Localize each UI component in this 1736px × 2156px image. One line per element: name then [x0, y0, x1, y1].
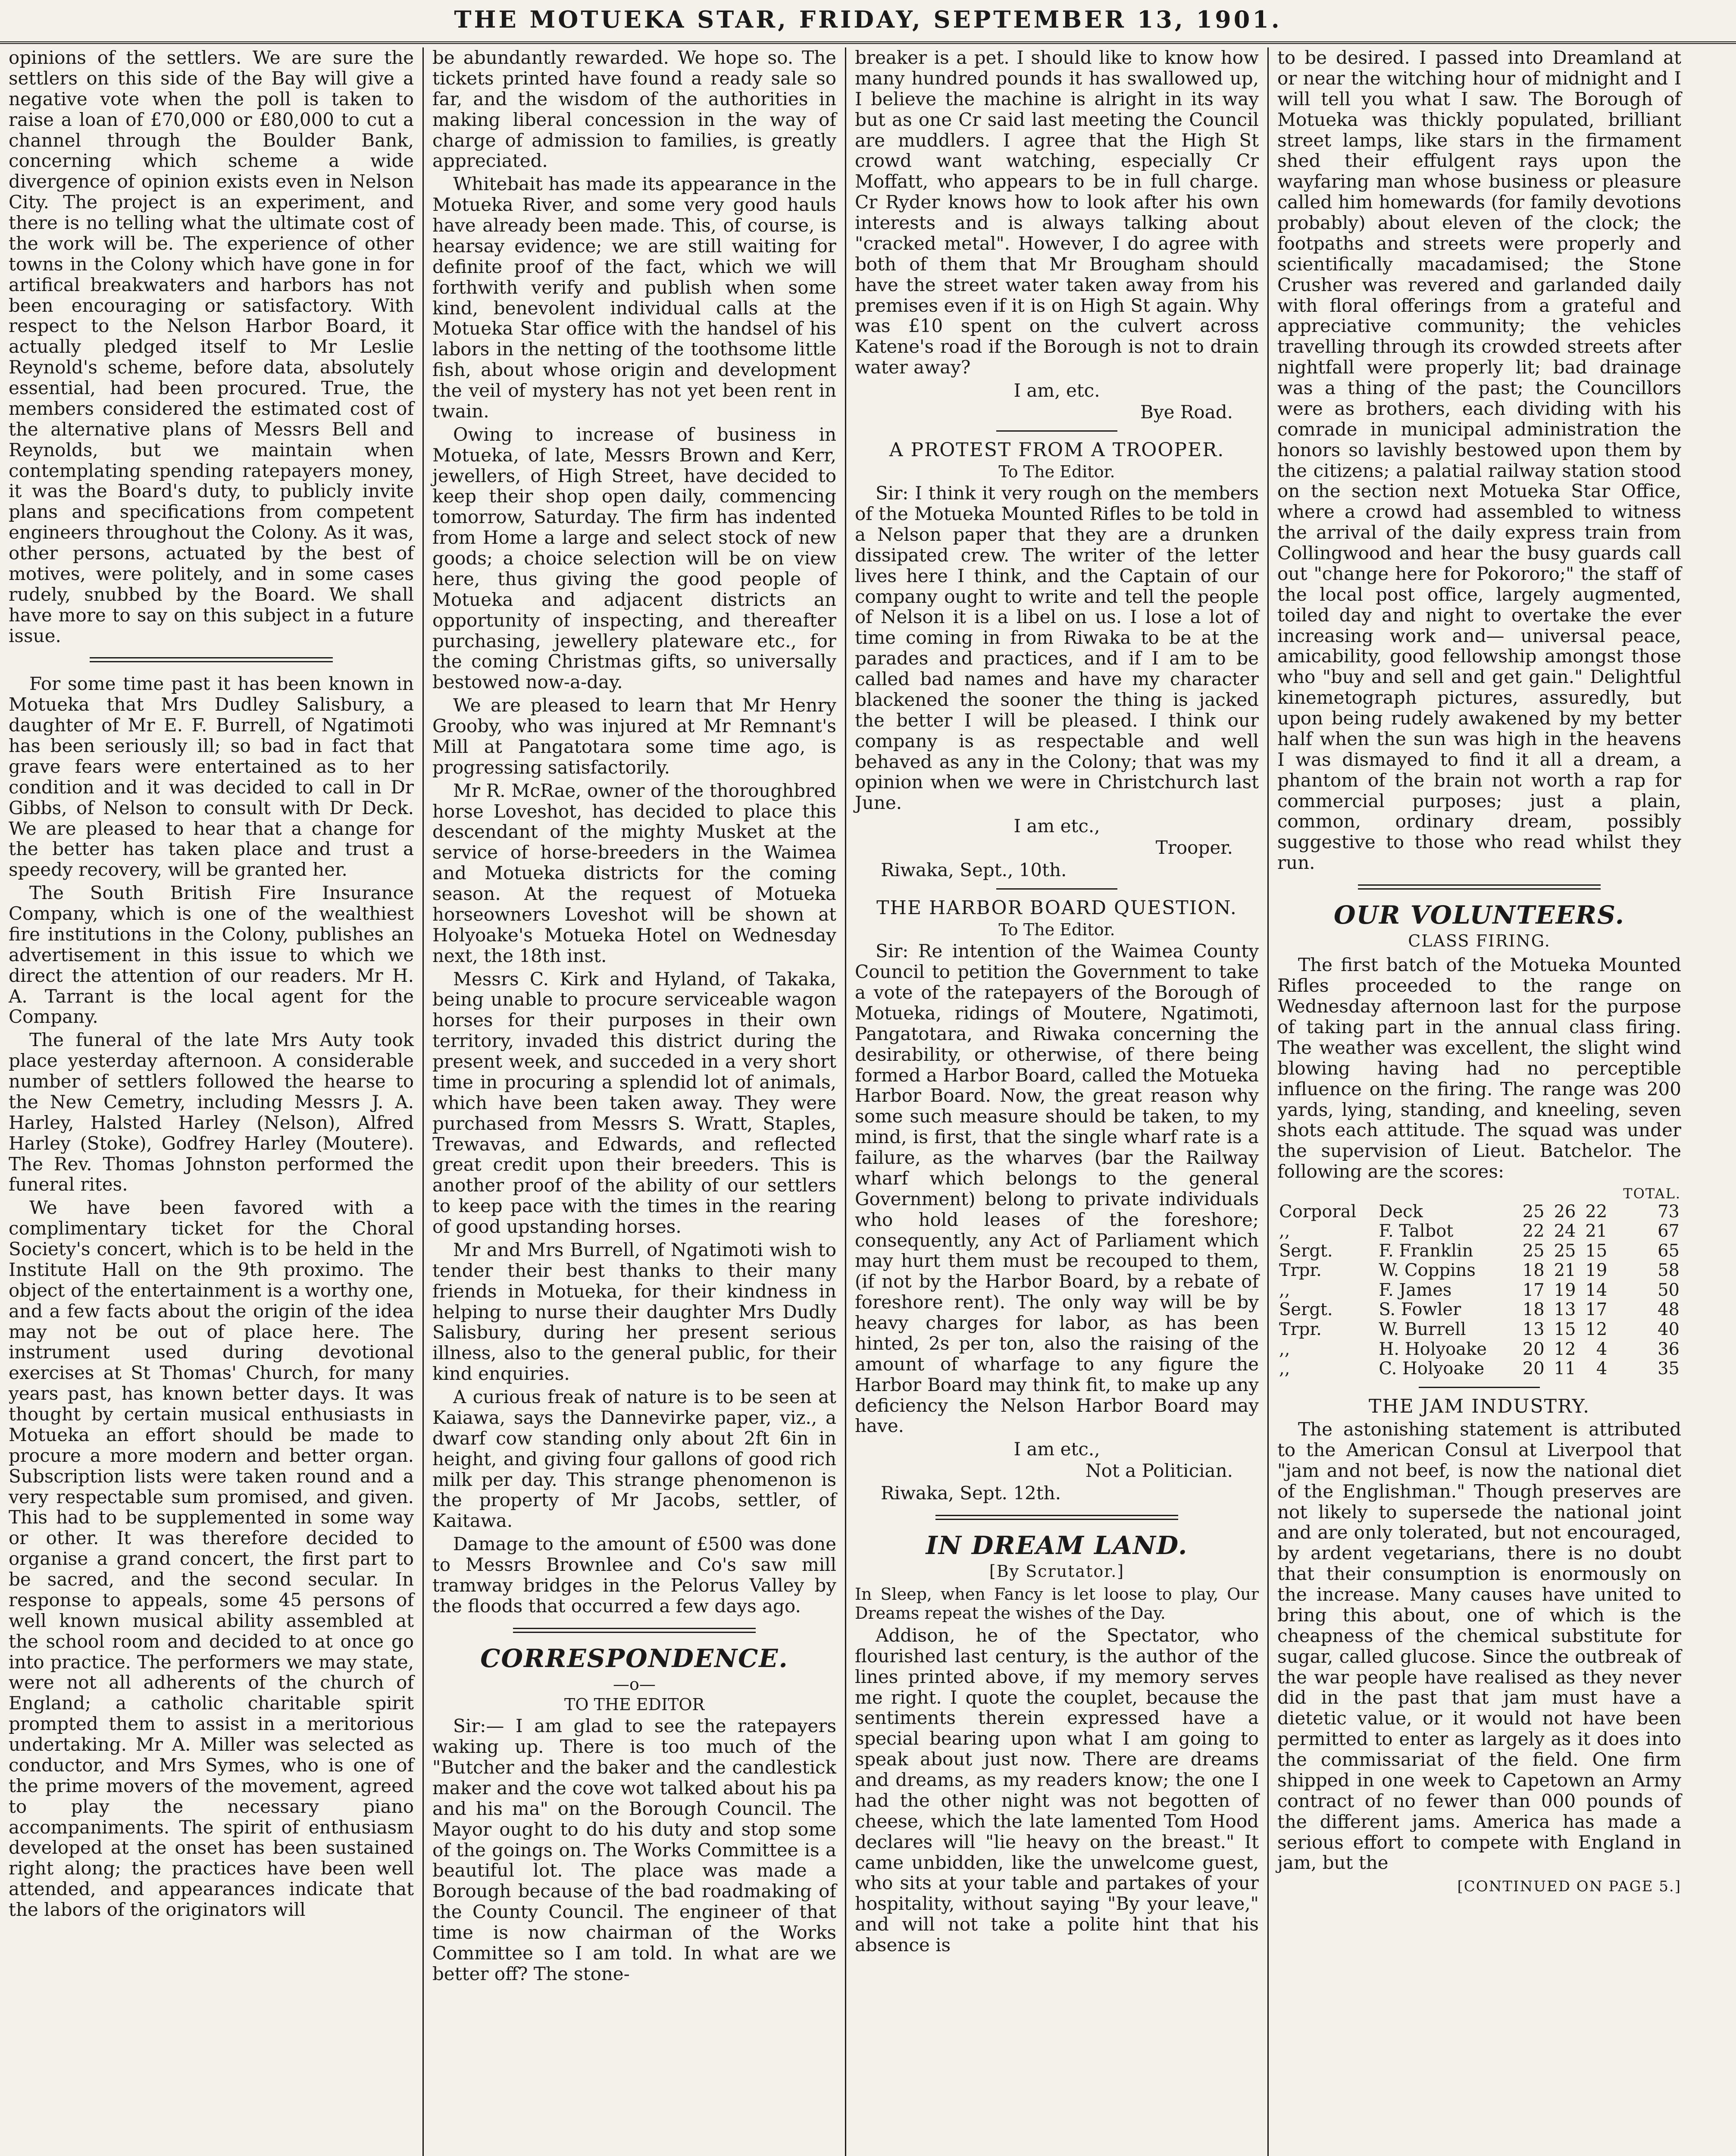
letter-address: To The Editor.	[998, 462, 1115, 481]
article-paragraph: Mr R. McRae, owner of the thoroughbred horse Loveshot, has decided to place this descendant of the mighty Musket at the service of horse-breeders in the Waimea and Motueka districts for the coming season. At the request of Motueka horseowners Loveshot will be shown at Holyoake's Motueka Hotel on Wednesday next, the 18th inst.	[432, 780, 836, 966]
score-value: 12	[1554, 1339, 1576, 1359]
score-rank: Sergt.	[1279, 1241, 1333, 1261]
table-row	[1277, 1300, 1681, 1320]
article-paragraph: Whitebait has made its appearance in the Motueka River, and some very good hauls have already been made. This, of course, is hearsay evidence; we are still waiting for definite proof of the fact, which we will forthwith verify and publish when some kind, benevolent individual calls at the Motueka Star office with the handsel of his labors in the netting of the toothsome little fish, about whose origin and development the veil of mystery has not yet been rent in twain.	[432, 173, 836, 422]
letter-title: A PROTEST FROM A TROOPER.	[889, 439, 1225, 461]
article-paragraph: Mr and Mrs Burrell, of Ngatimoti wish to tender their best thanks to their many friends in Motueka, for their kindness in helping to nurse their daughter Mrs Dudly Salisbury, during her present serious illness, also to the general public, for their kind enquiries.	[432, 1239, 836, 1385]
letter-body: Sir:— I am glad to see the ratepayers waking up. There is too much of the "Butcher and the baker and the candlestick maker and the cove wot talked about his pa and his ma" on the Borough Council. The Mayor ought to do his duty and stop some of the goings on. The Works Committee is a beautiful lot. The place was made a Borough because of the bad roadmaking of the County Council. The engineer of that time is now chairman of the Works Committee so I am told. In what are we better off? The stone-	[432, 1715, 836, 1984]
letter-signoff: I am etc.,	[1013, 1438, 1100, 1460]
letter-signoff: I am, etc.	[1013, 380, 1100, 401]
article-paragraph: Addison, he of the Spectator, who flourished last century, is the author of the lines printed above, if my memory serves me right. I quote the couplet, because the sentiments therein expressed have a special bearing upon what I am going to speak about just now. There are dreams and dreams, as my readers know; the one I had the other night was not begotten of cheese, which the late lamented Tom Hood declares will "lie heavy on the breast." It came unbidden, like the unwelcome guest, who sits at your table and partakes of your hospitality, without saying "By your leave," and will not take a polite hint that his absence is	[855, 1624, 1259, 1956]
score-total: 65	[1658, 1241, 1680, 1261]
score-name: C. Holyoake	[1379, 1359, 1485, 1379]
score-total: 36	[1658, 1339, 1680, 1359]
score-total: 73	[1658, 1201, 1680, 1222]
section-divider	[996, 430, 1117, 432]
score-total: 40	[1658, 1319, 1680, 1340]
article-paragraph: opinions of the settlers. We are sure the settlers on this side of the Bay will give a negative vote when the poll is taken to raise a loan of £70,000 or £80,000 to cut a channel through the Boulder Bank, concerning which scheme a wide divergence of opinion exists even in Nelson City. The project is an experiment, and there is no telling what the ultimate cost of the work will be. The experience of other towns in the Colony which have gone in for artifical breakwaters and harbors has not been encouraging or satisfactory. With respect to the Nelson Harbor Board, it actually pledged itself to Mr Leslie Reynold's scheme, before data, absolutely essential, had been procured. True, the members considered the estimated cost of the alternative plans of Messrs Bell and Reynolds, but we maintain when contemplating spending ratepayers money, it was the Board's duty, to publicly invite plans and specifications from competent engineers throughout the Colony. As it was, other persons, actuated by the best of motives, were politely, and in some cases rudely, snubbed by the Board. We shall have more to say on this subject in a future issue.	[9, 47, 414, 646]
letter-address: TO THE EDITOR	[564, 1695, 705, 1714]
table-row	[1277, 1359, 1681, 1379]
score-name: F. Talbot	[1379, 1221, 1454, 1241]
section-divider	[1358, 884, 1600, 890]
total-header: TOTAL.	[1623, 1185, 1681, 1202]
score-value: 25	[1522, 1201, 1545, 1222]
article-paragraph: We have been favored with a complimentary ticket for the Choral Society's concert, which is to be held in the Institute Hall on the 9th proximo. The object of the entertainment is a worthy one, and a few facts about the origin of the idea may not be out of place here. The instrument used during devotional exercises at St Thomas' Church, for many years past, has known better days. It was thought by certain musical enthusiasts in Motueka an effort should be made to procure a more modern and better organ. Subscription lists were taken round and a very respectable sum promised, and given. This had to be supplemented in some way or other. It was therefore decided to organise a grand concert, the first part to be sacred, and the second secular. In response to appeals, some 45 persons of well known musical ability assembled at the school room and decided to at once go into practice. The performers we may state, were not all adherents of the church of England; a catholic charitable spirit prompted them to assist in a meritorious undertaking. Mr A. Miller was selected as conductor, and Mrs Symes, who is one of the prime movers of the movement, agreed to play the necessary piano accompaniments. The spirit of enthusiasm developed at the onset has been sustained right along; the practices have been well attended, and appearances indicate that the labors of the originators will	[9, 1197, 414, 1920]
score-value: 20	[1522, 1359, 1545, 1379]
score-value: 11	[1554, 1359, 1576, 1379]
score-value: 24	[1554, 1221, 1576, 1241]
article-paragraph: We are pleased to learn that Mr Henry Grooby, who was injured at Mr Remnant's Mill at Pangatotara some time ago, is progressing satisfactorily.	[432, 695, 836, 778]
section-divider	[513, 1628, 755, 1633]
score-rank: ,,	[1279, 1339, 1290, 1359]
volunteers-heading: OUR VOLUNTEERS.	[1334, 900, 1625, 930]
column-1	[0, 47, 422, 2156]
score-value: 25	[1554, 1241, 1576, 1261]
score-name: S. Fowler	[1379, 1300, 1461, 1320]
page-columns	[0, 47, 1736, 2156]
article-paragraph: Messrs C. Kirk and Hyland, of Takaka, being unable to procure serviceable wagon horses for their purposes in their own territory, invaded this district during the present week, and succeded in a very short time in procuring a splendid lot of animals, which have been taken away. They were purchased from Messrs S. Wratt, Staples, Trewavas, and Edwards, and reflected great credit upon their breeders. This is another proof of the ability of our settlers to keep pace with the times in the rearing of good upstanding horses.	[432, 968, 836, 1237]
score-value: 18	[1522, 1260, 1545, 1281]
letter-body: Sir: I think it very rough on the members of the Motueka Mounted Rifles to be told in a Nelson paper that they are a drunken dissipated crew. The writer of the letter lives here I think, and the Captain of our company ought to write and tell the people of Nelson it is a libel on us. I lose a lot of time coming in from Riwaka to be at the parades and practices, and if I am to be called bad names and have my character blackened the sooner the thing is jacked the better I will be pleased. I think our company is as respectable and well behaved as any in the Colony; that was my opinion when we were in Christchurch last June.	[855, 483, 1259, 814]
score-total: 48	[1658, 1300, 1680, 1320]
letter-signature: Bye Road.	[1140, 401, 1233, 423]
scores-table	[1277, 1185, 1681, 1379]
score-value: 18	[1522, 1300, 1545, 1320]
score-value: 13	[1522, 1319, 1545, 1340]
article-paragraph: The astonishing statement is attributed to the American Consul at Liverpool that "jam and not beef, is now the national diet of the Englishman." Though preserves are not likely to supersede the national joint and are only tolerated, but not encouraged, by ardent vegetarians, there is no doubt that their consumption is enormously on the increase. Many causes have united to bring this about, one of which is the cheapness of the chemical substitute for sugar, called glucose. Since the outbreak of the war people have realised as they never did in the past that jam must have a dietetic value, or it would not have been permitted to enter as largely as it does into the commissariat of the field. One firm shipped in one week to Capetown an Army contract of no fewer than 000 pounds of the different jams. America has made a serious effort to compete with England in jam, but the	[1277, 1419, 1681, 1874]
score-rank: Trpr.	[1279, 1260, 1322, 1281]
score-name: W. Coppins	[1379, 1260, 1476, 1281]
score-value: 21	[1585, 1221, 1608, 1241]
score-rank: Trpr.	[1279, 1319, 1322, 1340]
section-divider	[90, 657, 333, 662]
letter-signature: Trooper.	[1155, 837, 1233, 859]
letter-place-date: Riwaka, Sept., 10th.	[881, 859, 1067, 881]
table-row	[1277, 1202, 1681, 1222]
score-value: 19	[1554, 1280, 1576, 1300]
subheading: CLASS FIRING.	[1408, 931, 1551, 951]
score-value: 22	[1522, 1221, 1545, 1241]
score-total: 67	[1658, 1221, 1680, 1241]
masthead: THE MOTUEKA STAR, FRIDAY, SEPTEMBER 13, 1901.	[454, 6, 1282, 33]
score-value: 26	[1554, 1201, 1576, 1222]
table-row	[1277, 1261, 1681, 1281]
epigraph: In Sleep, when Fancy is let loose to play, Our Dreams repeat the wishes of the Day.	[855, 1585, 1259, 1623]
column-4	[1267, 47, 1690, 2156]
jam-industry-heading: THE JAM INDUSTRY.	[1368, 1395, 1590, 1417]
score-name: H. Holyoake	[1379, 1339, 1487, 1359]
score-value: 20	[1522, 1339, 1545, 1359]
score-value: 13	[1554, 1300, 1576, 1320]
article-paragraph: Owing to increase of business in Motueka, of late, Messrs Brown and Kerr, jewellers, of High Street, have decided to keep their shop open daily, commencing tomorrow, Saturday. The firm has indented from Home a large and select stock of new goods; a choice selection will be on view here, thus giving the good people of Motueka and adjacent districts an opportunity of inspecting, and thereafter purchasing, jewellery plateware etc., for the coming Christmas gifts, so universally bestowed now-a-day.	[432, 423, 836, 693]
score-name: F. James	[1379, 1280, 1452, 1300]
column-3	[845, 47, 1267, 2156]
score-rank: Corporal	[1279, 1201, 1357, 1222]
article-paragraph: For some time past it has been known in Motueka that Mrs Dudley Salisbury, a daughter of Mr E. F. Burrell, of Ngatimoti has been seriously ill; so bad in fact that grave fears were entertained as to her condition and it was decided to call in Dr Gibbs, of Nelson to consult with Dr Deck. We are pleased to hear that a change for the better has taken place and trust a speedy recovery, will be granted her.	[9, 673, 414, 881]
score-value: 12	[1585, 1319, 1608, 1340]
letter-address: To The Editor.	[998, 920, 1115, 939]
letter-signature: Not a Politician.	[1085, 1460, 1233, 1482]
article-paragraph: A curious freak of nature is to be seen at Kaiawa, says the Dannevirke paper, viz., a dwarf cow standing only about 2ft 6in in height, and giving four gallons of good rich milk per day. This strange phenomenon is the property of Mr Jacobs, settler, of Kaitawa.	[432, 1386, 836, 1532]
continued-note: [CONTINUED ON PAGE 5.]	[1457, 1878, 1681, 1896]
score-value: 21	[1554, 1260, 1576, 1281]
section-divider	[1419, 1387, 1540, 1388]
letter-place-date: Riwaka, Sept. 12th.	[881, 1482, 1061, 1504]
score-name: W. Burrell	[1379, 1319, 1466, 1340]
article-paragraph: be abundantly rewarded. We hope so. The tickets printed have found a ready sale so far, and the wisdom of the authorities in making liberal concession in the way of charge of admission to families, is greatly appreciated.	[432, 47, 836, 172]
score-rank: ,,	[1279, 1359, 1290, 1379]
byline: [By Scrutator.]	[989, 1562, 1125, 1581]
correspondence-heading: CORRESPONDENCE.	[480, 1643, 788, 1673]
score-rank: Sergt.	[1279, 1300, 1333, 1320]
score-value: 17	[1522, 1280, 1545, 1300]
score-value: 17	[1585, 1300, 1608, 1320]
table-row	[1277, 1281, 1681, 1300]
score-rank: ,,	[1279, 1280, 1290, 1300]
score-value: 14	[1585, 1280, 1608, 1300]
letter-body: breaker is a pet. I should like to know how many hundred pounds it has swallowed up, I believe the machine is alright in its way but as one Cr said last meeting the Council are muddlers. I agree that the High St crowd want watching, especially Cr Moffatt, who appears to be in full charge. Cr Ryder knows how to look after his own interests and is always talking about "cracked metal". However, I do agree with both of them that Mr Brougham should have the street water taken away from his premises even if it is on High St again. Why was £10 spent on the culvert across Katene's road if the Borough is not to drain water away?	[855, 47, 1259, 378]
masthead-rule	[0, 41, 1736, 44]
table-row	[1277, 1222, 1681, 1241]
article-paragraph: Damage to the amount of £500 was done to Messrs Brownlee and Co's saw mill tramway bridges in the Pelorus Valley by the floods that occurred a few days ago.	[432, 1533, 836, 1617]
score-value: 4	[1596, 1359, 1608, 1379]
letter-body: Sir: Re intention of the Waimea County Council to petition the Government to take a vote of the ratepayers of the Borough of Motueka, ridings of Moutere, Ngatimoti, Pangatotara, and Riwaka concerning the desirability, or otherwise, of there being formed a Harbor Board, called the Motueka Harbor Board. Now, the great reason why some such measure should be taken, to my mind, is first, that the single wharf rate is a failure, as the wharves (bar the Railway wharf which belongs to the general Government) belong to private individuals who hold leases of the foreshore; consequently, any Act of Parliament which may hurt them must be recouped to them, (if not by the Harbor Board, by a rebate of foreshore rent). The only way will be by heavy charges for labor, as has been hinted, 2s per ton, also the raising of the amount of wharfage to any figure the Harbor Board may think fit, to make up any deficiency the Nelson Harbor Board may have.	[855, 940, 1259, 1437]
score-name: Deck	[1379, 1201, 1423, 1222]
letter-signoff: I am etc.,	[1013, 815, 1100, 837]
table-row	[1277, 1340, 1681, 1360]
score-value: 25	[1522, 1241, 1545, 1261]
letter-title: THE HARBOR BOARD QUESTION.	[876, 896, 1237, 919]
column-2	[422, 47, 845, 2156]
score-total: 58	[1658, 1260, 1680, 1281]
table-row	[1277, 1241, 1681, 1261]
article-paragraph: The first batch of the Motueka Mounted Rifles proceeded to the range on Wednesday afternoon last for the purpose of taking part in the annual class firing. The weather was excellent, the slight wind blowing having had no perceptible influence on the firing. The range was 200 yards, lying, standing, and kneeling, seven shots each attitude. The squad was under the supervision of Lieut. Batchelor. The following are the scores:	[1277, 954, 1681, 1182]
section-divider	[935, 1515, 1178, 1520]
heading-ornament: —o—	[613, 1674, 656, 1694]
score-value: 15	[1585, 1241, 1608, 1261]
dream-land-heading: IN DREAM LAND.	[926, 1530, 1188, 1560]
score-total: 50	[1658, 1280, 1680, 1300]
article-paragraph: The funeral of the late Mrs Auty took place yesterday afternoon. A considerable number of settlers followed the hearse to the New Cemetry, including Messrs J. A. Harley, Halsted Harley (Nelson), Alfred Harley (Stoke), Godfrey Harley (Moutere). The Rev. Thomas Johnston performed the funeral rites.	[9, 1029, 414, 1195]
table-row	[1277, 1320, 1681, 1340]
score-rank: ,,	[1279, 1221, 1290, 1241]
score-value: 4	[1596, 1339, 1608, 1359]
article-paragraph: to be desired. I passed into Dreamland at or near the witching hour of midnight and I will tell you what I saw. The Borough of Motueka was thickly populated, brilliant street lamps, like stars in the firmament shed their effulgent rays upon the wayfaring man whose business or pleasure called him homewards (for family devotions probably) about eleven of the clock; the footpaths and streets were properly and scientifically macadamised; the Stone Crusher was revered and garlanded daily with floral offerings from a grateful and appreciative community; the vehicles travelling through its crowded streets after nightfall were properly lit; bad drainage was a thing of the past; the Councillors were as brothers, each dividing with his comrade in municipal administration the honors so lavishly bestowed upon them by the citizens; a palatial railway station stood on the section next Motueka Star Office, where a crowd had assembled to witness the arrival of the daily express train from Collingwood and hear the busy guards call out "change here for Pokororo;" the staff of the local post office, largely augmented, toiled day and night to overtake the ever increasing work and— universal peace, amicability, good fellowship amongst those who "buy and sell and get gain." Delightful kinemetograph pictures, assuredly, but upon being rudely awakened by my better half when the sun was high in the heavens I was dismayed to find it all a dream, a phantom of the brain not worth a rap for commercial purposes; just a plain, common, ordinary dream, possibly suggestive to those who read whilst they run.	[1277, 47, 1681, 874]
score-total: 35	[1658, 1359, 1680, 1379]
score-value: 22	[1585, 1201, 1608, 1222]
score-value: 19	[1585, 1260, 1608, 1281]
score-value: 15	[1554, 1319, 1576, 1340]
score-name: F. Franklin	[1379, 1241, 1473, 1261]
article-paragraph: The South British Fire Insurance Company, which is one of the wealthiest fire institutions in the Colony, publishes an advertisement in this issue to which we direct the attention of our readers. Mr H. A. Tarrant is the local agent for the Company.	[9, 882, 414, 1028]
section-divider	[996, 888, 1117, 890]
